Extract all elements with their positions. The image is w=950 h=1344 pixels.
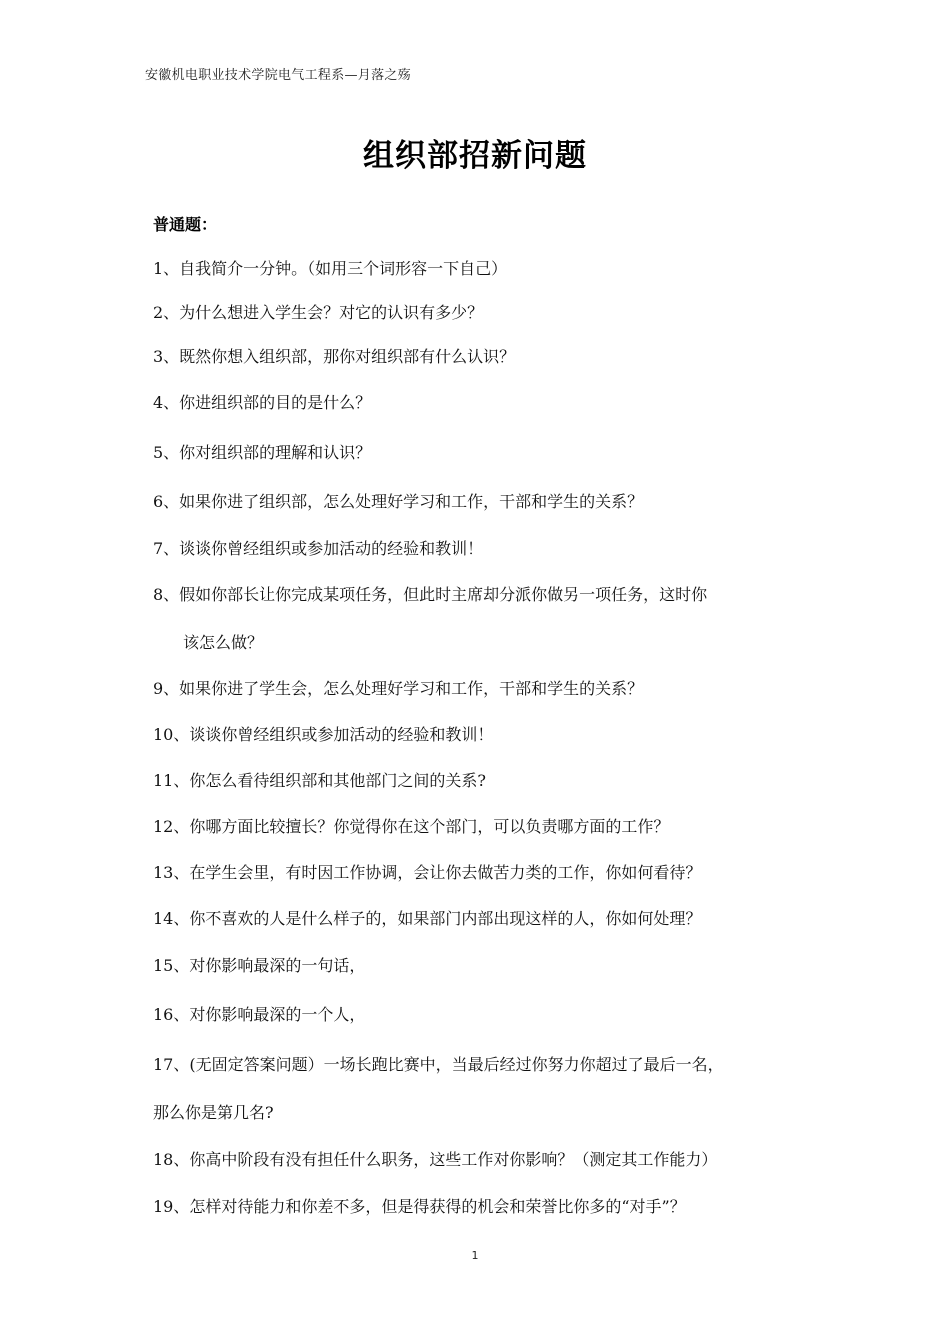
question-13: 13、在学生会里，有时因工作协调，会让你去做苦力类的工作，你如何看待？ bbox=[153, 863, 702, 882]
question-1: 1、自我简介一分钟。（如用三个词形容一下自己） bbox=[153, 259, 508, 278]
page-title: 组织部招新问题 bbox=[363, 138, 587, 174]
question-10: 10、谈谈你曾经组织或参加活动的经验和教训！ bbox=[153, 725, 494, 744]
question-8-continued: 该怎么做？ bbox=[183, 633, 264, 652]
question-4: 4、你进组织部的目的是什么？ bbox=[153, 393, 372, 412]
question-18: 18、你高中阶段有没有担任什么职务，这些工作对你影响？（测定其工作能力） bbox=[153, 1150, 718, 1169]
question-17-continued: 那么你是第几名? bbox=[153, 1103, 274, 1122]
question-2: 2、为什么想进入学生会？对它的认识有多少？ bbox=[153, 303, 484, 322]
question-5: 5、你对组织部的理解和认识？ bbox=[153, 443, 372, 462]
question-12: 12、你哪方面比较擅长？你觉得你在这个部门，可以负责哪方面的工作？ bbox=[153, 817, 670, 836]
question-19: 19、怎样对待能力和你差不多，但是得获得的机会和荣誉比你多的“对手”？ bbox=[153, 1197, 686, 1216]
section-label: 普通题： bbox=[153, 215, 218, 234]
question-3: 3、既然你想入组织部，那你对组织部有什么认识？ bbox=[153, 347, 516, 366]
question-17: 17、(无固定答案问题）一场长跑比赛中，当最后经过你努力你超过了最后一名， bbox=[153, 1055, 724, 1074]
page-header: 安徽机电职业技术学院电气工程系—月落之殇 bbox=[145, 68, 412, 83]
question-8: 8、假如你部长让你完成某项任务，但此时主席却分派你做另一项任务，这时你 bbox=[153, 585, 708, 604]
question-16: 16、对你影响最深的一个人， bbox=[153, 1005, 366, 1024]
question-9: 9、如果你进了学生会，怎么处理好学习和工作，干部和学生的关系？ bbox=[153, 679, 644, 698]
page-number: 1 bbox=[471, 1249, 479, 1262]
question-14: 14、你不喜欢的人是什么样子的，如果部门内部出现这样的人，你如何处理？ bbox=[153, 909, 702, 928]
question-7: 7、谈谈你曾经组织或参加活动的经验和教训！ bbox=[153, 539, 484, 558]
question-6: 6、如果你进了组织部，怎么处理好学习和工作，干部和学生的关系？ bbox=[153, 492, 644, 511]
question-11: 11、你怎么看待组织部和其他部门之间的关系? bbox=[153, 771, 486, 790]
question-15: 15、对你影响最深的一句话， bbox=[153, 956, 366, 975]
